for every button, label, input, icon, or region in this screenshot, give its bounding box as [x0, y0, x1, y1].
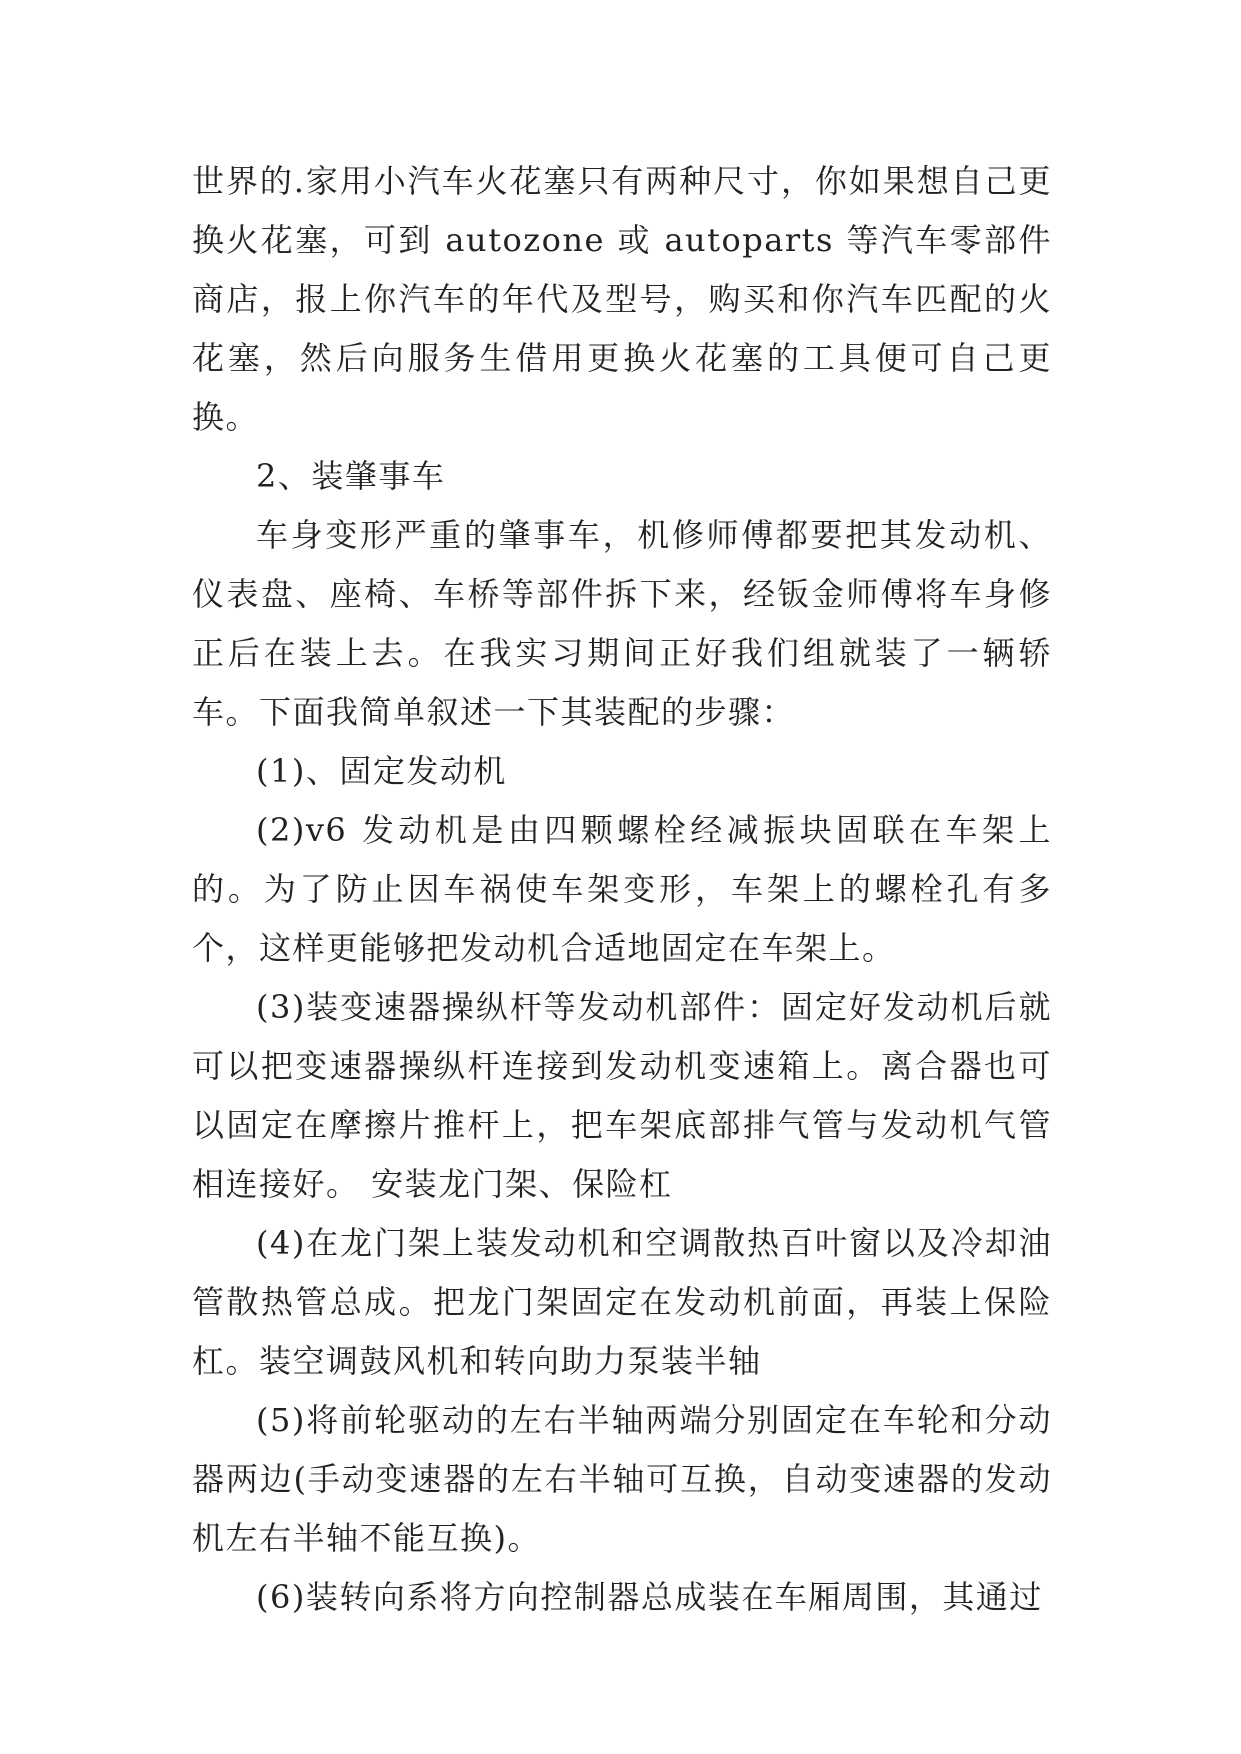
step-3-gear-lever: (3)装变速器操纵杆等发动机部件：固定好发动机后就可以把变速器操纵杆连接到发动机变速箱上。离合器也可以固定在摩擦片推杆上，把车架底部排气管与发动机气管相连接好。 安装龙门架、保险杠: [192, 988, 1052, 1203]
paragraph-spark-plug: 世界的.家用小汽车火花塞只有两种尺寸，你如果想自己更换火花塞，可到 autozone 或 autoparts 等汽车零部件商店，报上你汽车的年代及型号，购买和你汽车匹配的火花塞，然后向服务生借用更换火花塞的工具便可自己更换。: [192, 162, 1052, 436]
document-body: [192, 152, 1052, 1627]
step-4-gantry-frame: (4)在龙门架上装发动机和空调散热百叶窗以及冷却油管散热管总成。把龙门架固定在发动机前面，再装上保险杠。装空调鼓风机和转向助力泵装半轴: [192, 1224, 1052, 1380]
step-6-steering: (6)装转向系将方向控制器总成装在车厢周围，其通过: [256, 1578, 1043, 1616]
step-5-half-shaft: (5)将前轮驱动的左右半轴两端分别固定在车轮和分动器两边(手动变速器的左右半轴可互换，自动变速器的发动机左右半轴不能互换)。: [192, 1401, 1052, 1557]
step-2-v6-engine: (2)v6 发动机是由四颗螺栓经减振块固联在车架上的。为了防止因车祸使车架变形，车架上的螺栓孔有多个，这样更能够把发动机合适地固定在车架上。: [192, 811, 1052, 967]
paragraph-accident-car-intro: 车身变形严重的肇事车，机修师傅都要把其发动机、仪表盘、座椅、车桥等部件拆下来，经钣金师傅将车身修正后在装上去。在我实习期间正好我们组就装了一辆轿车。下面我简单叙述一下其装配的步骤：: [192, 516, 1052, 731]
section-heading-accident-car: 2、装肇事车: [256, 457, 446, 495]
step-1-fix-engine: (1)、固定发动机: [256, 752, 507, 790]
